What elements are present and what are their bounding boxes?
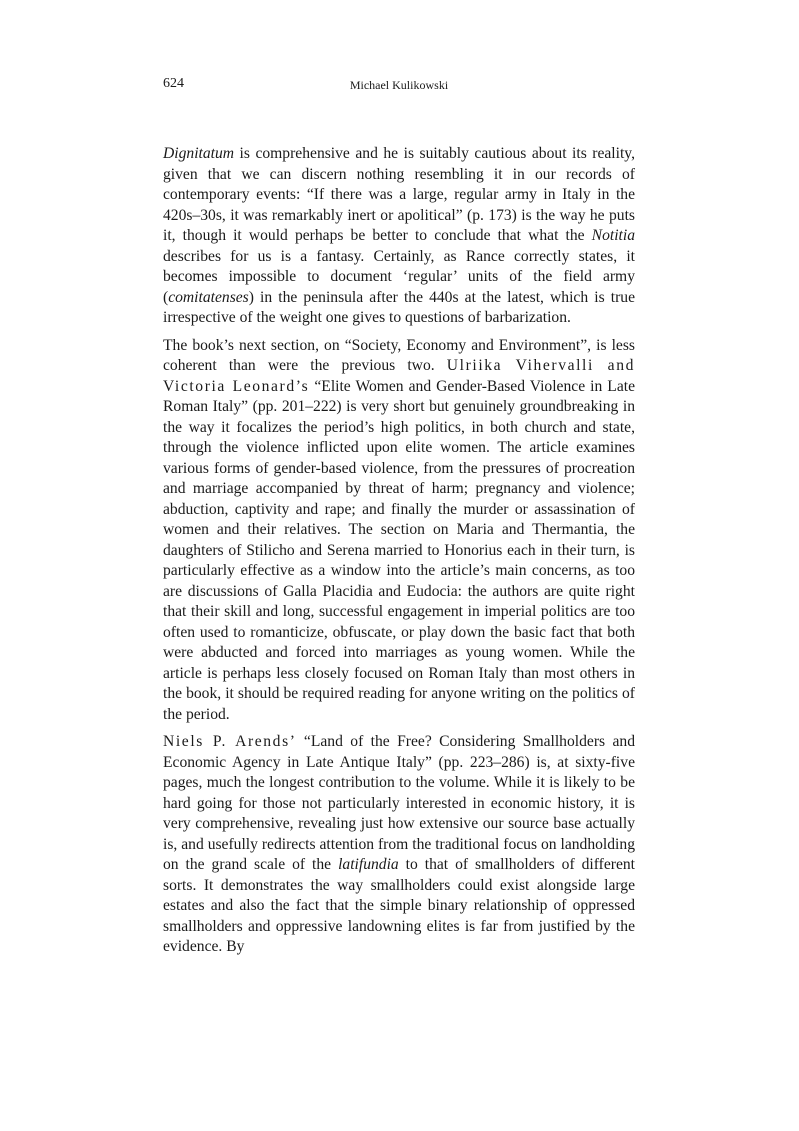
running-head <box>163 76 635 96</box>
author-name-arends: Niels P. Arends’ <box>163 733 297 750</box>
author-names-vihervalli-leonard: Ulriika Vihervalli and Victoria Leonard’s <box>163 357 635 395</box>
italic-notitia: Notitia <box>591 227 635 244</box>
paragraph-2 <box>163 336 635 726</box>
italic-dignitatum: Dignitatum <box>163 145 235 162</box>
paragraph-2-text-b: “Elite Women and Gender-Based Violence in Late Roman Italy” (pp. 201–222) is very short but genuinely groundbreaking in the way it focalizes the period’s high politics, in both church and state, through the violence inflicted upon elite women. The article examines various forms of gender-based violence, from the pressures of procreation and marriage accompanied by threat of harm; pregnancy and violence; abduction, captivity and rape; and finally the murder or assassination of women and their relatives. The section on Maria and Thermantia, the daughters of Stilicho and Serena married to Honorius each in their turn, is particularly effective as a window into the article’s main concerns, as too are discussions of Galla Placidia and Eudocia: the authors are quite right that their skill and long, successful engagement in imperial politics are too often used to romanticize, obfuscate, or play down the basic fact that both were abducted and forced into marriages as young women. While the article is perhaps less closely focused on Roman Italy than most others in the book, it should be required reading for anyone writing on the politics of the period. <box>163 377 635 723</box>
running-author: Michael Kulikowski <box>349 78 449 92</box>
paragraph-3 <box>163 732 635 958</box>
italic-comitatenses: comitatenses <box>168 288 249 306</box>
paragraph-3-text-b: to that of smallholders of different sorts. It demonstrates the way smallholders could exist alongside large estates and also the fact that the simple binary relationship of oppressed smallholders and oppressive landowning elites is far from justified by the evidence. By <box>163 856 635 955</box>
body-text <box>163 144 635 965</box>
paragraph-1-text-a: is comprehensive and he is suitably cautious about its reality, given that we can discern nothing resembling it in our records of contemporary events: “If there was a large, regular army in Italy in the 420s–30s, it was remarkably inert or apolitical” (p. 173) is the way he puts it, though it would perhaps be better to conclude that what the <box>163 145 635 244</box>
page-number: 624 <box>163 76 184 91</box>
italic-latifundia: latifundia <box>338 856 399 873</box>
paragraph-1-text-b: describes for us is a fantasy. Certainly, as Rance correctly states, it becomes impossible to document ‘regular’ units of the field army ( <box>163 247 635 306</box>
paragraph-1 <box>163 144 635 329</box>
paragraph-1-text-c: ) in the peninsula after the 440s at the latest, which is true irrespective of the weight one gives to questions of barbarization. <box>163 288 635 326</box>
paragraph-3-text-a: “Land of the Free? Considering Smallholders and Economic Agency in Late Antique Italy” (pp. 223–286) is, at sixty-five pages, much the longest contribution to the volume. While it is likely to be hard going for those not particularly interested in economic history, it is very comprehensive, revealing just how extensive our source base actually is, and usefully redirects attention from the traditional focus on landholding on the grand scale of the <box>163 733 635 873</box>
paragraph-2-text-a: The book’s next section, on “Society, Economy and Environment”, is less coherent than were the previous two. <box>163 336 635 374</box>
